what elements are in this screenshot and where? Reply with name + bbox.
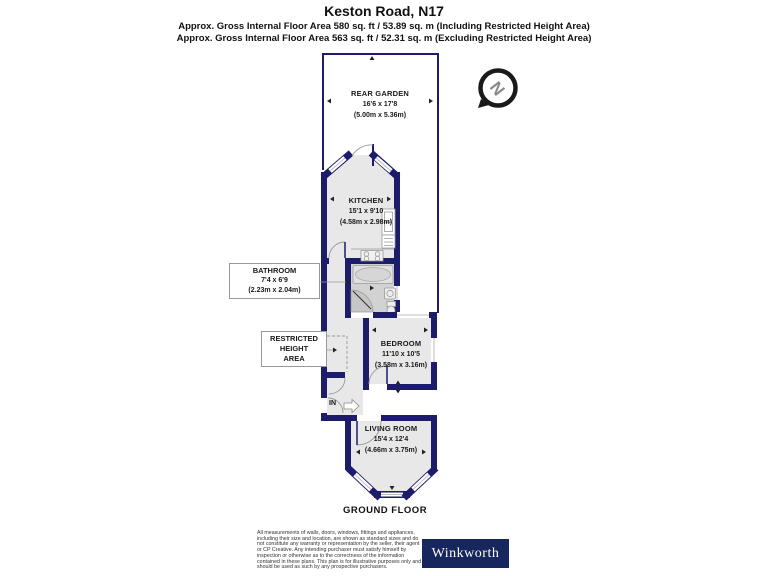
room-name: KITCHEN <box>348 196 384 205</box>
bathroom-label-box <box>229 263 320 299</box>
room-dims-imperial: 11'10 x 10'5 <box>382 351 420 358</box>
bathroom-sink <box>385 288 396 299</box>
room-dims-imperial: 16'6 x 17'8 <box>362 101 398 108</box>
room-dims-imperial: 7'4 x 6'9 <box>261 277 288 284</box>
winkworth-logo <box>422 539 509 568</box>
floor-area-excluding: Approx. Gross Internal Floor Area 563 sq. ft / 52.31 sq. m (Excluding Restricted Height Area) <box>176 33 592 44</box>
bedroom-label <box>375 338 427 371</box>
disclaimer-text: All measurements of walls, doors, windows, fittings and appliances, including their size and location, are shown as standard sizes and do not constitute any warranty or representation by the seller, their agent or CP Creative. Any intending purchaser must satisfy himself by inspection or otherwise as to the correctness of the information contained in these plans. This plan is for illustrative purposes only and should be used as such by any prospective purchasers. <box>257 530 422 571</box>
restricted-line2: HEIGHT <box>279 344 309 353</box>
room-dims-metric: (4.66m x 3.75m) <box>364 447 418 454</box>
restricted-height-label-box <box>261 331 327 367</box>
entrance-label: IN <box>329 400 336 407</box>
floor-area-including: Approx. Gross Internal Floor Area 580 sq. ft / 53.89 sq. m (Including Restricted Height Area) <box>178 21 590 32</box>
floor-title: GROUND FLOOR <box>342 505 428 516</box>
bedroom-side-window <box>431 338 437 362</box>
room-dims-metric: (5.00m x 5.36m) <box>353 112 407 119</box>
room-name: BEDROOM <box>380 339 422 348</box>
bathtub <box>353 266 393 284</box>
restricted-line1: RESTRICTED <box>270 334 318 343</box>
brand-name: Winkworth <box>431 545 500 561</box>
bedroom-top-window <box>397 313 429 318</box>
room-name: LIVING ROOM <box>364 424 418 433</box>
restricted-line3: AREA <box>283 354 305 363</box>
page-title: Keston Road, N17 <box>324 3 444 19</box>
compass-north-letter: N <box>486 77 509 99</box>
rear-garden-label <box>351 88 409 121</box>
room-name: REAR GARDEN <box>350 89 410 98</box>
room-dims-imperial: 15'1 x 9'10 <box>348 208 384 215</box>
room-dims-metric: (2.23m x 2.04m) <box>248 287 301 294</box>
kitchen-label <box>340 195 392 228</box>
room-dims-imperial: 15'4 x 12'4 <box>373 436 409 443</box>
living-room-label <box>365 423 418 456</box>
room-dims-metric: (4.58m x 2.98m) <box>339 219 393 226</box>
room-dims-metric: (3.58m x 3.16m) <box>374 362 428 369</box>
room-name: BATHROOM <box>252 266 297 275</box>
